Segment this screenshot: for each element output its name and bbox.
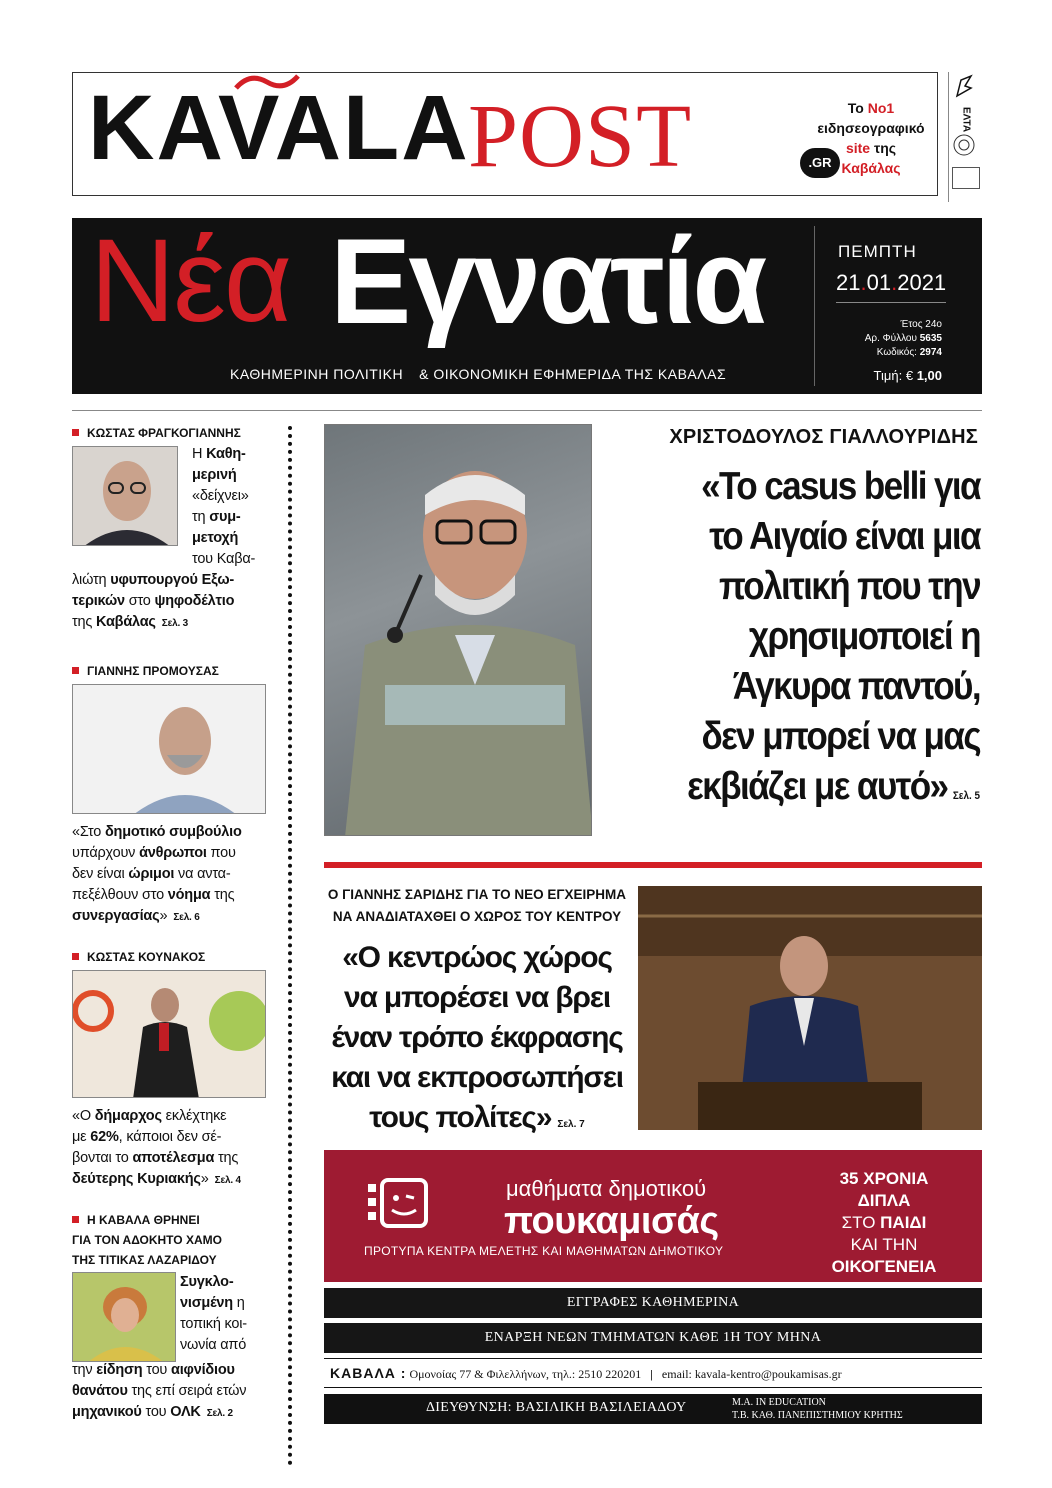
page-ref: Σελ. 3 [161, 618, 189, 629]
page-ref: Σελ. 7 [557, 1119, 585, 1130]
text-bold: θανάτου [72, 1383, 128, 1399]
story-text [72, 1360, 286, 1424]
text: της [210, 887, 235, 903]
text: της [72, 614, 97, 630]
advert-credential: M.A. IN EDUCATION [732, 1397, 826, 1408]
portrait-illustration [73, 447, 178, 546]
text-bold: Καθη- [206, 446, 246, 462]
text: με [72, 1129, 91, 1145]
sheet-label: Αρ. Φύλλου [864, 333, 917, 344]
text: του [141, 1404, 171, 1420]
photo-fragkogiannis [72, 446, 178, 546]
text-bold: δήμαρχος [94, 1108, 162, 1124]
text: η [232, 1295, 245, 1311]
sheet-number: 5635 [919, 333, 942, 344]
issue-year: Έτος 24ο [900, 319, 942, 330]
advert-address: Ομονοίας 77 & Φιλελλήνων, τηλ.: 2510 220201 [409, 1367, 642, 1381]
page-ref: Σελ. 5 [952, 790, 980, 802]
story-label: ΚΩΣΤΑΣ ΚΟΥΝΑΚΟΣ [72, 950, 205, 964]
advert-brand-line2: πουκαμισάς [504, 1200, 719, 1242]
portrait-illustration [325, 425, 592, 836]
issue-info [830, 318, 942, 360]
headline-line: να μπορέσει να βρει [344, 981, 610, 1014]
advert-years: 35 ΧΡΟΝΙΑ [839, 1169, 929, 1188]
masthead-rule [836, 302, 946, 303]
text-bold: συμ- [209, 509, 241, 525]
story-text [72, 1106, 282, 1191]
text: , κάποιοι δεν σέ- [118, 1129, 222, 1145]
column-dotted-separator [288, 426, 296, 1466]
story-label: Η ΚΑΒΑΛΑ ΘΡΗΝΕΙ [72, 1210, 286, 1230]
text: τοπική κοι- [180, 1316, 247, 1332]
text-bold: υφυπουργού Εξω- [110, 572, 235, 588]
date-year: 2021 [897, 270, 947, 295]
story-label: ΓΙΑΝΝΗΣ ΠΡΟΜΟΥΣΑΣ [72, 664, 219, 678]
header-rule [72, 410, 982, 411]
text-bold: Συγκλο- [180, 1274, 234, 1290]
second-story-kicker [324, 884, 630, 928]
advert-director-bar [324, 1394, 982, 1424]
advert-years-text: ΠΑΙΔΙ [880, 1213, 927, 1232]
text-bold: Καβάλας [96, 614, 156, 630]
story-label-block [72, 1210, 286, 1270]
text: της [214, 1150, 239, 1166]
page-ref: Σελ. 6 [173, 912, 200, 923]
kicker-line: ΝΑ ΑΝΑΔΙΑΤΑΧΘΕΙ Ο ΧΩΡΟΣ ΤΟΥ ΚΕΝΤΡΟΥ [332, 909, 622, 924]
advert-years-text: ΣΤΟ [841, 1213, 881, 1232]
slogan-site: site [845, 140, 871, 156]
masthead-subtitle [230, 366, 742, 382]
photo-kounakos [72, 970, 266, 1098]
story-label: ΤΗΣ ΤΙΤΙΚΑΣ ΛΑΖΑΡΙΔΟΥ [72, 1253, 217, 1267]
text: να αντα- [174, 866, 231, 882]
elta-label: ΕΛΤΑ [960, 107, 972, 133]
headline-line: χρησιμοποιεί η [748, 615, 980, 658]
text: εκλέχτηκε [161, 1108, 227, 1124]
portrait-illustration [73, 1273, 176, 1362]
text: που [206, 845, 236, 861]
elta-postal-stamp [948, 72, 983, 202]
kavalapost-logo-left: KAVALA [88, 77, 470, 179]
text-bold: 62% [90, 1129, 119, 1145]
story-text [72, 570, 282, 634]
advert-bar-enrollment: ΕΓΓΡΑΦΕΣ ΚΑΘΗΜΕΡΙΝΑ [324, 1288, 982, 1318]
main-story-photo [324, 424, 592, 836]
masthead-title-nea: Νέα [90, 215, 291, 347]
photo-promousas [72, 684, 266, 814]
text: «Ο [72, 1108, 95, 1124]
story-label: ΚΩΣΤΑΣ ΦΡΑΓΚΟΓΙΑΝΝΗΣ [72, 426, 241, 440]
headline-line: Άγκυρα παντού, [732, 665, 980, 708]
advert-credential: Τ.Β. ΚΑΘ. ΠΑΝΕΠΙΣΤΗΜΙΟΥ ΚΡΗΤΗΣ [732, 1410, 903, 1421]
portrait-illustration [73, 971, 266, 1098]
slogan-text: ειδησεογραφικό [817, 120, 925, 136]
text: της επί σειρά ετών [127, 1383, 247, 1399]
text: του Καβα- [192, 551, 256, 567]
text: υπάρχουν [72, 845, 140, 861]
portrait-illustration [73, 685, 266, 814]
story-text [72, 822, 282, 928]
text: δεν είναι [72, 866, 129, 882]
slogan-kavala: Καβάλας [841, 160, 901, 176]
page-ref: Σελ. 4 [214, 1175, 241, 1186]
gr-badge: .GR [800, 148, 840, 178]
text: τη [192, 509, 210, 525]
issue-day: ΠΕΜΠΤΗ [838, 242, 917, 261]
text: του [142, 1362, 171, 1378]
subtitle-part: & ΟΙΚΟΝΟΜΙΚΗ ΕΦΗΜΕΡΙΔΑ ΤΗΣ ΚΑΒΑΛΑΣ [419, 366, 727, 382]
text-bold: νισμένη [180, 1295, 233, 1311]
story-text-right [192, 444, 268, 570]
text-bold: μηχανικού [72, 1404, 142, 1420]
text: την [72, 1362, 97, 1378]
issue-date [836, 270, 946, 296]
text-bold: ΟΛΚ [170, 1404, 201, 1420]
headline-line: δεν μπορεί να μας [701, 715, 980, 758]
text-bold: είδηση [96, 1362, 143, 1378]
date-day: 21 [836, 270, 861, 295]
headline-line: έναν τρόπο έκφρασης [331, 1021, 623, 1054]
text: » [200, 1171, 209, 1187]
advert-bar-new-classes: ΕΝΑΡΞΗ ΝΕΩΝ ΤΜΗΜΑΤΩΝ ΚΑΘΕ 1Η ΤΟΥ ΜΗΝΑ [324, 1323, 982, 1353]
text-bold: άνθρωποι [139, 845, 207, 861]
kavalapost-logo-right: POST [468, 87, 693, 186]
headline-line: πολιτική που την [718, 565, 980, 608]
date-dot: . [891, 270, 898, 295]
story-text-right [180, 1272, 280, 1356]
advert-brand-line1: μαθήματα δημοτικού [506, 1176, 707, 1201]
code-number: 2974 [919, 347, 942, 358]
text-bold: δεύτερης Κυριακής [72, 1171, 201, 1187]
text-bold: τερικών [72, 593, 125, 609]
text: στο [124, 593, 155, 609]
date-dot: . [860, 270, 867, 295]
text-bold: αιφνίδιου [171, 1362, 235, 1378]
poukamisas-logo-icon [364, 1176, 430, 1238]
slogan-no1: No1 [867, 100, 895, 116]
masthead-divider [814, 226, 815, 386]
text: πεξέλθουν στο [72, 887, 168, 903]
text: » [159, 908, 168, 924]
slogan-text: της [873, 140, 897, 156]
advert-credentials [732, 1396, 903, 1422]
text: «δείχνει» [192, 488, 249, 504]
text-bold: συνεργασίας [72, 908, 160, 924]
text-bold: νόημα [167, 887, 211, 903]
section-red-bar [324, 862, 982, 868]
text-bold: μερινή [192, 467, 237, 483]
banner-slogan [806, 98, 936, 178]
permit-box-icon [952, 167, 980, 189]
headline-line: εκβιάζει με αυτό» [687, 765, 948, 808]
text: βονται το [72, 1150, 133, 1166]
headline-line: «Ο κεντρώος χώρος [342, 941, 612, 974]
price-value: 1,00 [916, 368, 942, 383]
headline-line: τους πολίτες» [369, 1101, 552, 1134]
advert-director: ΔΙΕΥΘΥΝΣΗ: ΒΑΣΙΛΙΚΗ ΒΑΣΙΛΕΙΑΔΟΥ [426, 1400, 687, 1415]
headline-line: «Το casus belli για [701, 465, 980, 508]
advert-years-text: ΚΑΙ ΤΗΝ [850, 1235, 918, 1254]
second-story-photo [638, 886, 982, 1130]
issue-price [830, 368, 942, 383]
text: νωνία από [180, 1337, 247, 1353]
advert-years-text: ΔΙΠΛΑ [857, 1191, 911, 1210]
text: «Στο [72, 824, 105, 840]
subtitle-part: ΚΑΘΗΜΕΡΙΝΗ ΠΟΛΙΤΙΚΗ [230, 366, 404, 382]
advert-years-block [802, 1168, 966, 1278]
text-bold: ψηφοδέλτιο [154, 593, 235, 609]
advert-tagline: ΠΡΟΤΥΠΑ ΚΕΝΤΡΑ ΜΕΛΕΤΗΣ ΚΑΙ ΜΑΘΗΜΑΤΩΝ ΔΗΜΟΤΙΚΟΥ [364, 1244, 724, 1258]
main-story-kicker: ΧΡΙΣΤΟΔΟΥΛΟΣ ΓΙΑΛΛΟΥΡΙΔΗΣ [669, 426, 978, 448]
advert-address-line [324, 1358, 982, 1388]
text-bold: αποτέλεσμα [132, 1150, 215, 1166]
text: Η [192, 446, 207, 462]
separator: | [650, 1367, 653, 1381]
text-bold: δημοτικό συμβούλιο [104, 824, 242, 840]
text: λιώτη [72, 572, 111, 588]
elta-bird-icon [949, 72, 979, 102]
date-month: 01 [866, 270, 892, 295]
text-bold: ώριμοι [128, 866, 175, 882]
headline-line: το Αιγαίο είναι μια [709, 515, 980, 558]
code-label: Κωδικός: [876, 347, 917, 358]
seal-icon [949, 132, 979, 158]
headline-line: και να εκπροσωπήσει [331, 1061, 623, 1094]
advert-email: email: kavala-kentro@poukamisas.gr [661, 1367, 842, 1381]
story-label: ΓΙΑ ΤΟΝ ΑΔΟΚΗΤΟ ΧΑΜΟ [72, 1233, 222, 1247]
kicker-line: Ο ΓΙΑΝΝΗΣ ΣΑΡΙΔΗΣ ΓΙΑ ΤΟ ΝΕΟ ΕΓΧΕΙΡΗΜΑ [327, 887, 627, 902]
page-ref: Σελ. 2 [206, 1408, 233, 1419]
photo-lazaridou [72, 1272, 176, 1362]
price-label: Τιμή: € [873, 368, 914, 383]
advert-city: ΚΑΒΑΛΑ : [330, 1365, 407, 1381]
slogan-text: Το [847, 100, 864, 116]
main-story-headline [638, 462, 980, 821]
text-bold: μετοχή [192, 530, 239, 546]
advert-years-text: ΟΙΚΟΓΕΝΕΙΑ [831, 1257, 937, 1276]
parliament-illustration [638, 886, 982, 1130]
masthead-title-egnatia: Εγνατία [330, 213, 765, 349]
second-story-headline [322, 938, 632, 1145]
